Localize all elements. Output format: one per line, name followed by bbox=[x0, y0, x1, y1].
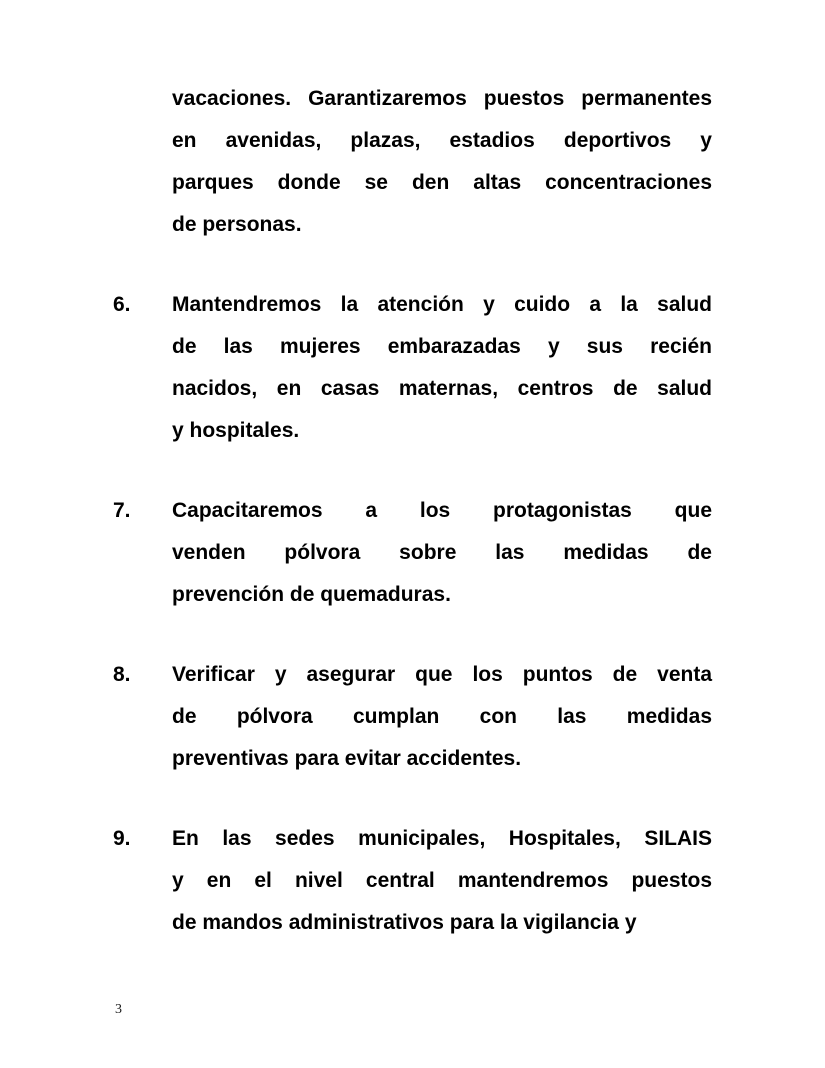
list-item-number: 8. bbox=[113, 663, 131, 686]
text-line: vacaciones. Garantizaremos puestos permanentes bbox=[172, 87, 712, 110]
text-line: En las sedes municipales, Hospitales, SILAIS bbox=[172, 827, 712, 850]
list-item-number: 6. bbox=[113, 293, 131, 316]
paragraph-text bbox=[172, 818, 712, 944]
text-line: parques donde se den altas concentraciones bbox=[172, 171, 712, 194]
list-item-number: 9. bbox=[113, 827, 131, 850]
text-line: prevención de quemaduras. bbox=[172, 583, 451, 606]
list-item-9 bbox=[113, 818, 713, 944]
list-item-6 bbox=[113, 284, 713, 452]
list-item-8 bbox=[113, 654, 713, 780]
document-body bbox=[113, 78, 713, 944]
paragraph-text bbox=[172, 78, 712, 246]
text-line: de personas. bbox=[172, 213, 302, 236]
text-line: y en el nivel central mantendremos puestos bbox=[172, 869, 712, 892]
text-line: Verificar y asegurar que los puntos de venta bbox=[172, 663, 712, 686]
text-line: en avenidas, plazas, estadios deportivos y bbox=[172, 129, 712, 152]
text-line: Mantendremos la atención y cuido a la salud bbox=[172, 293, 712, 316]
paragraph-text bbox=[172, 654, 712, 780]
page-number: 3 bbox=[115, 1002, 122, 1017]
text-line: de pólvora cumplan con las medidas bbox=[172, 705, 712, 728]
text-line: de mandos administrativos para la vigilancia y bbox=[172, 911, 637, 934]
text-line: y hospitales. bbox=[172, 419, 300, 442]
text-line: preventivas para evitar accidentes. bbox=[172, 747, 522, 770]
list-item-7 bbox=[113, 490, 713, 616]
list-item-number: 7. bbox=[113, 499, 131, 522]
text-line: nacidos, en casas maternas, centros de salud bbox=[172, 377, 712, 400]
paragraph-text bbox=[172, 490, 712, 616]
text-line: de las mujeres embarazadas y sus recién bbox=[172, 335, 712, 358]
paragraph-block bbox=[113, 78, 713, 246]
paragraph-text bbox=[172, 284, 712, 452]
text-line: Capacitaremos a los protagonistas que bbox=[172, 499, 712, 522]
text-line: venden pólvora sobre las medidas de bbox=[172, 541, 712, 564]
